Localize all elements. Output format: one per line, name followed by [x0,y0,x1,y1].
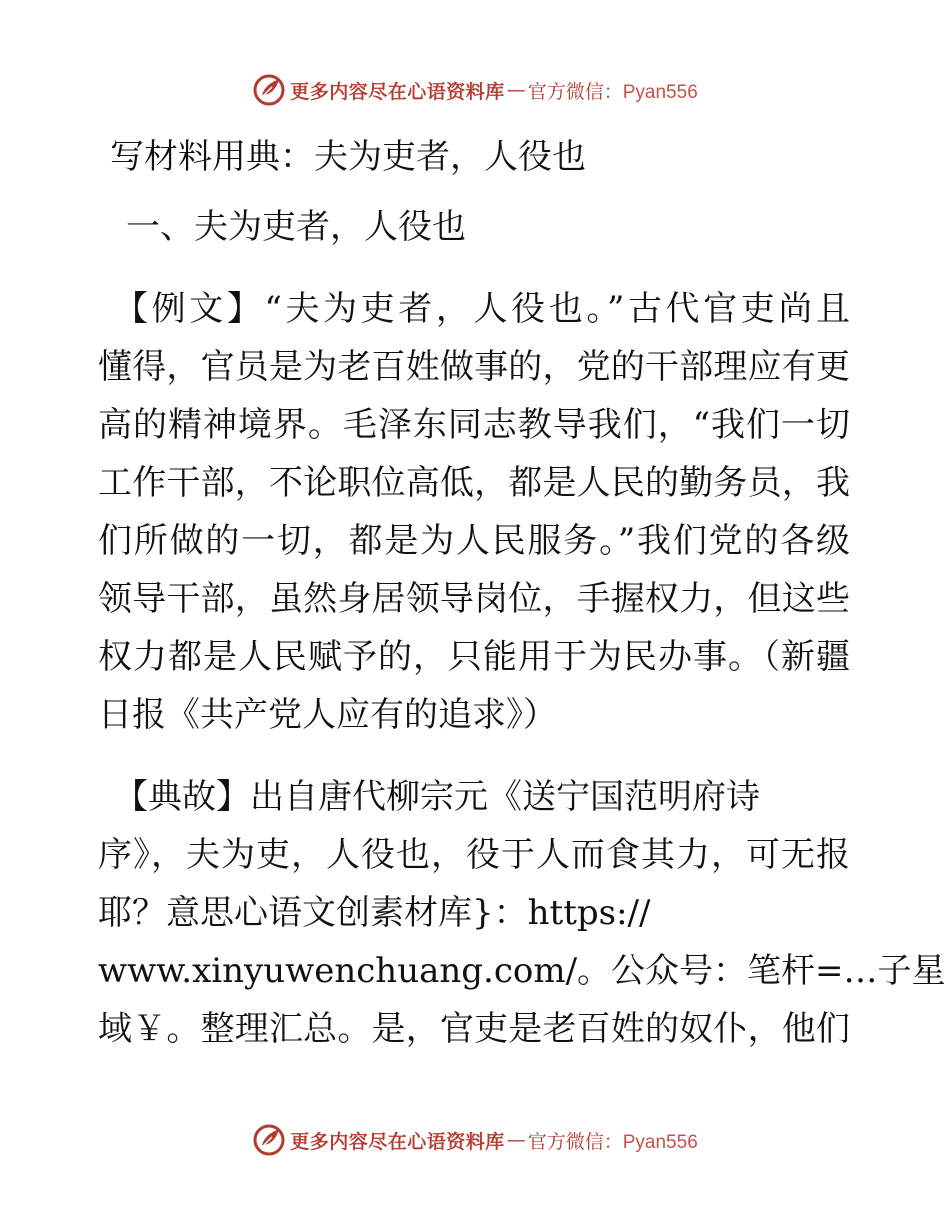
watermark-contact-label: 官方微信： [527,1130,623,1153]
example-line: 权力都是人民赋予的，只能用于为民办事。（新疆 [98,637,850,677]
header-watermark [0,70,950,110]
example-line: 们所做的一切，都是为人民服务。”我们党的各级 [98,521,850,561]
allusion-line: 耶？意思心语文创素材库}：https:// [98,893,651,933]
allusion-line: 域￥。整理汇总。是，官吏是老百姓的奴仆，他们 [98,1009,850,1049]
example-line: 高的精神境界。毛泽东同志教导我们，“我们一切 [98,405,850,445]
example-paragraph [98,280,850,744]
watermark-separator: — [506,1129,526,1151]
leaf-seal-icon [252,1123,286,1157]
example-line: 工作干部，不论职位高低，都是人民的勤务员，我 [98,463,850,503]
allusion-paragraph [98,768,946,1058]
watermark-contact-handle: Pyan556 [622,81,698,103]
watermark-contact [528,1127,698,1154]
document-title: 写材料用典：夫为吏者，人役也 [110,137,586,177]
watermark-contact-label: 官方微信： [527,80,623,103]
example-line: 【例文】“夫为吏者，人役也。”古代官吏尚且 [114,289,850,329]
example-line: 懂得，官员是为老百姓做事的，党的干部理应有更 [98,347,850,387]
watermark-separator: — [506,79,526,101]
allusion-line: 【典故】出自唐代柳宗元《送宁国范明府诗 [114,777,760,817]
watermark-slogan: 更多内容尽在心语资料库 [290,1130,505,1153]
document-body [98,128,946,1058]
leaf-seal-icon [252,73,286,107]
watermark-contact-handle: Pyan556 [622,1131,698,1153]
section-heading: 一、夫为吏者，人役也 [126,207,466,247]
watermark-slogan: 更多内容尽在心语资料库 [290,80,505,103]
example-line: 日报《共产党人应有的追求》） [98,695,557,735]
allusion-line: 序》，夫为吏，人役也，役于人而食其力，可无报 [98,835,850,875]
allusion-line: www.xinyuwenchuang.com/。公众号：笔杆=…子星 [98,951,946,991]
watermark-contact [528,77,698,104]
footer-watermark [0,1120,950,1160]
example-line: 领导干部，虽然身居领导岗位，手握权力，但这些 [98,579,850,619]
